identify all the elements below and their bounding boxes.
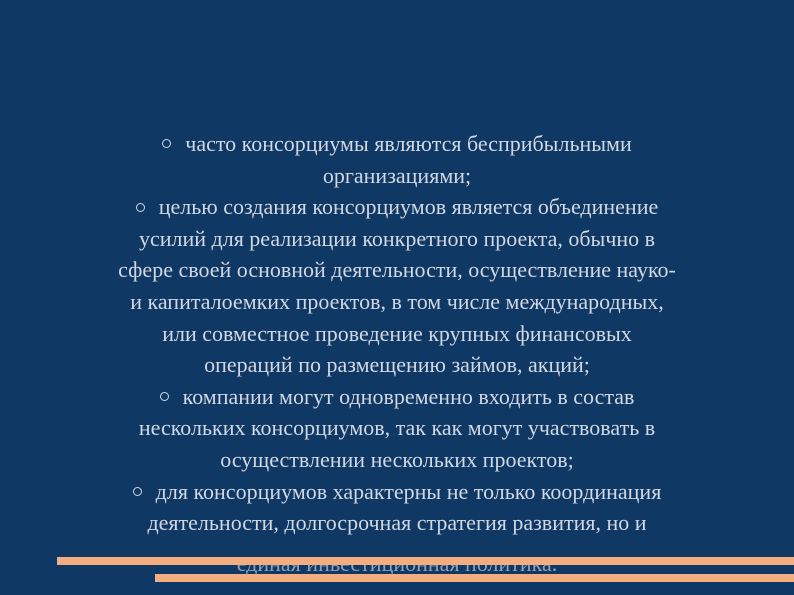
text-line: целью создания консорциумов является объединение [60, 191, 734, 223]
text-line: нескольких консорциумов, так как могут участвовать в [138, 415, 656, 441]
text-line: компании могут одновременно входить в состав [60, 381, 734, 413]
text-line: сфере своей основной деятельности, осуществление науко- [118, 257, 676, 283]
text-line: и капиталоемких проектов, в том числе международных, [130, 288, 664, 314]
text-line: часто консорциумы являются бесприбыльными [60, 128, 734, 160]
accent-bar-top [57, 557, 794, 565]
text-line: усилий для реализации конкретного проекта, обычно в [138, 225, 656, 251]
text-line: осуществлении нескольких проектов; [220, 446, 574, 472]
text-line: операций по размещению займов, акций; [204, 352, 590, 378]
text-line: деятельности, долгосрочная стратегия развития, но и [147, 510, 647, 536]
bullet-text-block [60, 128, 734, 539]
text-line: для консорциумов характерны не только координация [60, 476, 734, 508]
text-line: организациями; [322, 162, 472, 188]
bullet-circle-icon [160, 392, 169, 401]
accent-bar-bottom [155, 574, 794, 582]
text-line: или совместное проведение крупных финансовых [162, 320, 632, 346]
bullet-circle-icon [136, 203, 145, 212]
bullet-circle-icon [133, 487, 142, 496]
bullet-circle-icon [162, 139, 171, 148]
